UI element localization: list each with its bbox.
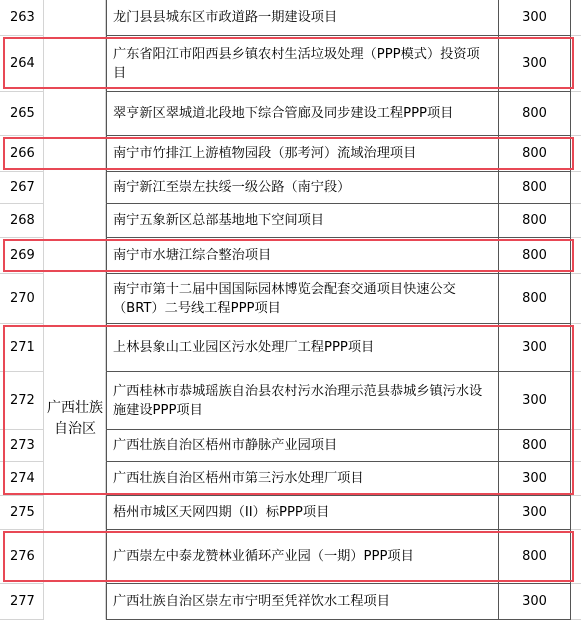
amount: 300: [499, 496, 571, 530]
edge-cell: [571, 430, 581, 462]
row-number: 272: [0, 372, 44, 430]
region-cell: [44, 496, 106, 530]
project-name: 梧州市城区天网四期（II）标PPP项目: [106, 496, 499, 530]
row-number: 273: [0, 430, 44, 462]
amount: 800: [499, 136, 571, 172]
project-name: 上林县象山工业园区污水处理厂工程PPP项目: [106, 324, 499, 372]
project-name: 南宁市竹排江上游植物园段（那考河）流域治理项目: [106, 136, 499, 172]
amount: 800: [499, 172, 571, 204]
table-row[interactable]: [0, 584, 581, 620]
row-number: 267: [0, 172, 44, 204]
edge-cell: [571, 0, 581, 36]
region-cell: [44, 462, 106, 496]
row-number: 269: [0, 238, 44, 274]
amount: 800: [499, 530, 571, 584]
row-number: 271: [0, 324, 44, 372]
region-cell: [44, 92, 106, 136]
region-cell: [44, 584, 106, 620]
amount: 800: [499, 204, 571, 238]
table-row[interactable]: [0, 172, 581, 204]
region-cell: [44, 204, 106, 238]
region-cell: [44, 324, 106, 372]
table-row[interactable]: [0, 0, 581, 36]
table-row[interactable]: [0, 36, 581, 92]
table-row[interactable]: [0, 274, 581, 324]
amount: 300: [499, 584, 571, 620]
table-row[interactable]: [0, 238, 581, 274]
row-number: 277: [0, 584, 44, 620]
row-number: 265: [0, 92, 44, 136]
row-number: 276: [0, 530, 44, 584]
project-name: 广西壮族自治区梧州市静脉产业园项目: [106, 430, 499, 462]
table-row[interactable]: [0, 92, 581, 136]
edge-cell: [571, 92, 581, 136]
amount: 300: [499, 372, 571, 430]
row-number: 270: [0, 274, 44, 324]
edge-cell: [571, 238, 581, 274]
project-name: 广西壮族自治区崇左市宁明至凭祥饮水工程项目: [106, 584, 499, 620]
project-name: 广西崇左中泰龙赞林业循环产业园（一期）PPP项目: [106, 530, 499, 584]
project-name: 南宁五象新区总部基地地下空间项目: [106, 204, 499, 238]
project-name: 广东省阳江市阳西县乡镇农村生活垃圾处理（PPP模式）投资项目: [106, 36, 499, 92]
region-merged-cell: 广西壮族自治区: [47, 400, 103, 437]
edge-cell: [571, 172, 581, 204]
amount: 800: [499, 430, 571, 462]
edge-cell: [571, 204, 581, 238]
amount: 800: [499, 274, 571, 324]
region-cell: [44, 530, 106, 584]
region-cell: [44, 172, 106, 204]
table-row[interactable]: [0, 136, 581, 172]
edge-cell: [571, 462, 581, 496]
amount: 300: [499, 0, 571, 36]
edge-cell: [571, 496, 581, 530]
region-cell: [44, 274, 106, 324]
table-row[interactable]: [0, 530, 581, 584]
edge-cell: [571, 274, 581, 324]
project-name: 南宁市水塘江综合整治项目: [106, 238, 499, 274]
edge-cell: [571, 530, 581, 584]
table-row[interactable]: [0, 496, 581, 530]
row-number: 263: [0, 0, 44, 36]
region-cell: [44, 36, 106, 92]
region-cell: [44, 136, 106, 172]
table-row[interactable]: [0, 204, 581, 238]
edge-cell: [571, 584, 581, 620]
project-name: 南宁市第十二届中国国际园林博览会配套交通项目快速公交（BRT）二号线工程PPP项目: [106, 274, 499, 324]
row-number: 264: [0, 36, 44, 92]
edge-cell: [571, 136, 581, 172]
amount: 300: [499, 36, 571, 92]
row-number: 274: [0, 462, 44, 496]
edge-cell: [571, 36, 581, 92]
edge-cell: [571, 324, 581, 372]
region-cell: [44, 0, 106, 36]
amount: 800: [499, 238, 571, 274]
project-name: 广西桂林市恭城瑶族自治县农村污水治理示范县恭城乡镇污水设施建设PPP项目: [106, 372, 499, 430]
edge-cell: [571, 372, 581, 430]
region-cell: [44, 238, 106, 274]
row-number: 268: [0, 204, 44, 238]
project-name: 龙门县县城东区市政道路一期建设项目: [106, 0, 499, 36]
amount: 300: [499, 324, 571, 372]
table-row[interactable]: [0, 462, 581, 496]
project-name: 南宁新江至崇左扶绥一级公路（南宁段）: [106, 172, 499, 204]
row-number: 266: [0, 136, 44, 172]
table-row[interactable]: [0, 324, 581, 372]
amount: 800: [499, 92, 571, 136]
project-name: 翠亨新区翠城道北段地下综合管廊及同步建设工程PPP项目: [106, 92, 499, 136]
row-number: 275: [0, 496, 44, 530]
amount: 300: [499, 462, 571, 496]
project-name: 广西壮族自治区梧州市第三污水处理厂项目: [106, 462, 499, 496]
